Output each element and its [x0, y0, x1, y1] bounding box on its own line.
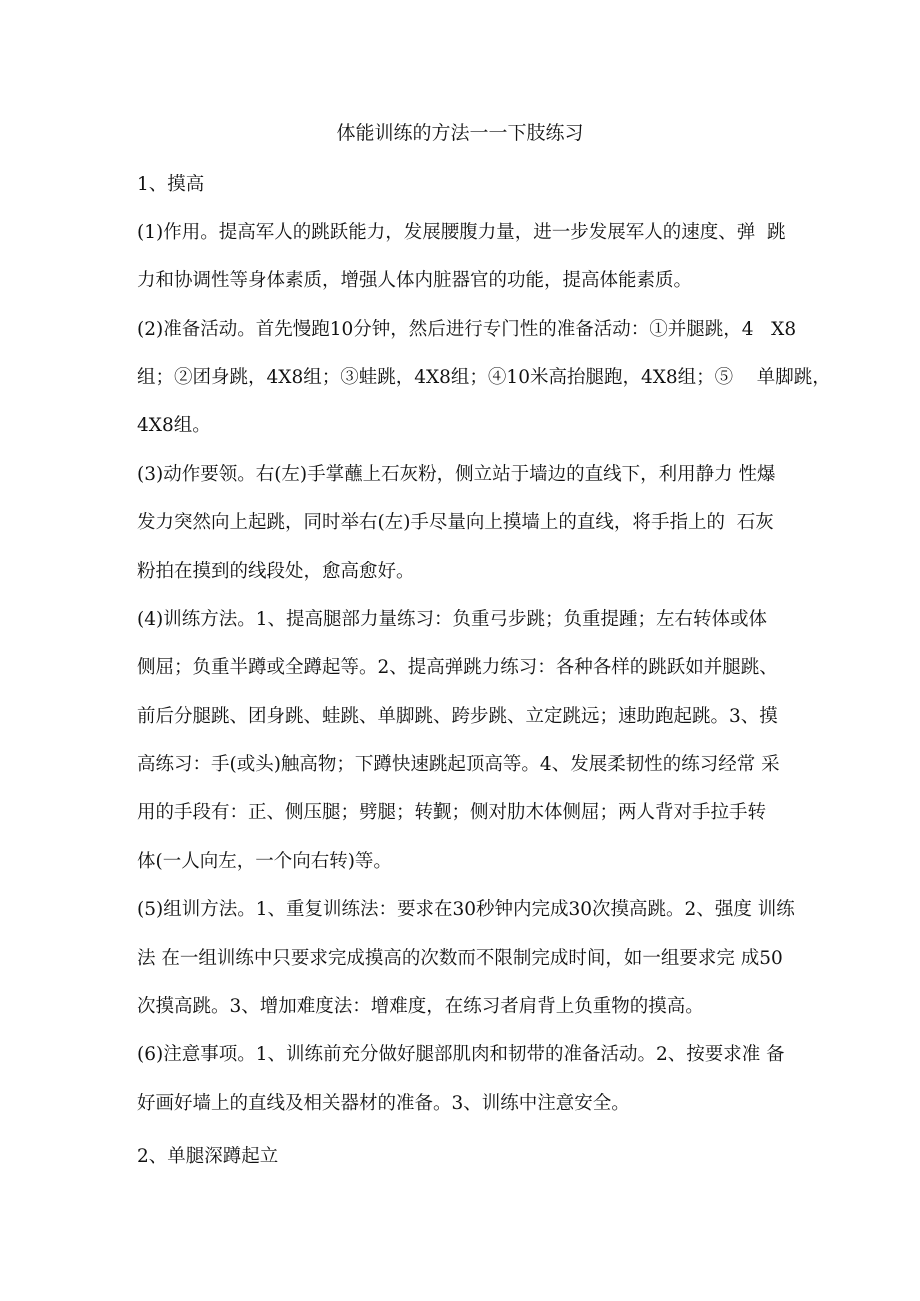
paragraph-line: (3)动作要领。右(左)手掌蘸上石灰粉，侧立站于墙边的直线下，利用静力 性爆 [137, 464, 776, 485]
paragraph-line: 体(一人向左，一个向右转)等。 [137, 851, 392, 872]
document-title: 体能训练的方法一一下肢练习 [336, 122, 584, 144]
paragraph-line: (1)作用。提高军人的跳跃能力，发展腰腹力量，进一步发展军人的速度、弹 跳 [137, 222, 786, 243]
paragraph-line: 力和协调性等身体素质，增强人体内脏器官的功能，提高体能素质。 [137, 270, 693, 291]
paragraph-line: (6)注意事项。1、训练前充分做好腿部肌肉和韧带的准备活动。2、按要求准 备 [137, 1044, 785, 1065]
section-heading: 2、单腿深蹲起立 [137, 1146, 279, 1167]
paragraph-line: 用的手段有：正、侧压腿；劈腿；转觐；侧对肋木体侧屈；两人背对手拉手转 [137, 802, 767, 823]
paragraph-line: 4X8组。 [137, 415, 211, 436]
paragraph-line: (5)组训方法。1、重复训练法：要求在30秒钟内完成30次摸高跳。2、强度 训练 [137, 899, 795, 920]
paragraph-line: 发力突然向上起跳，同时举右(左)手尽量向上摸墙上的直线，将手指上的 石灰 [137, 512, 774, 533]
paragraph-line: 次摸高跳。3、增加难度法：增难度，在练习者肩背上负重物的摸高。 [137, 996, 704, 1017]
paragraph-line: (4)训练方法。1、提高腿部力量练习：负重弓步跳；负重提踵；左右转体或体 [137, 609, 767, 630]
section-heading: 1、摸高 [137, 174, 205, 195]
paragraph-line: 前后分腿跳、团身跳、蛙跳、单脚跳、跨步跳、立定跳远；速助跑起跳。3、摸 [137, 706, 778, 727]
paragraph-line: 侧屈；负重半蹲或全蹲起等。2、提高弹跳力练习：各种各样的跳跃如并腿跳、 [137, 657, 778, 678]
paragraph-line: 法 在一组训练中只要求完成摸高的次数而不限制完成时间，如一组要求完 成50 [137, 948, 783, 969]
paragraph-line: 好画好墙上的直线及相关器材的准备。3、训练中注意安全。 [137, 1093, 630, 1114]
paragraph-line: 组；②团身跳，4X8组；③蛙跳，4X8组；④10米高抬腿跑，4X8组；⑤ 单脚跳， [137, 367, 831, 388]
paragraph-line: 高练习：手(或头)触高物；下蹲快速跳起顶高等。4、发展柔韧性的练习经常 采 [137, 754, 780, 775]
paragraph-line: 粉拍在摸到的线段处，愈高愈好。 [137, 561, 415, 582]
paragraph-line: (2)准备活动。首先慢跑10分钟，然后进行专门性的准备活动：①并腿跳，4 X8 [137, 319, 797, 340]
